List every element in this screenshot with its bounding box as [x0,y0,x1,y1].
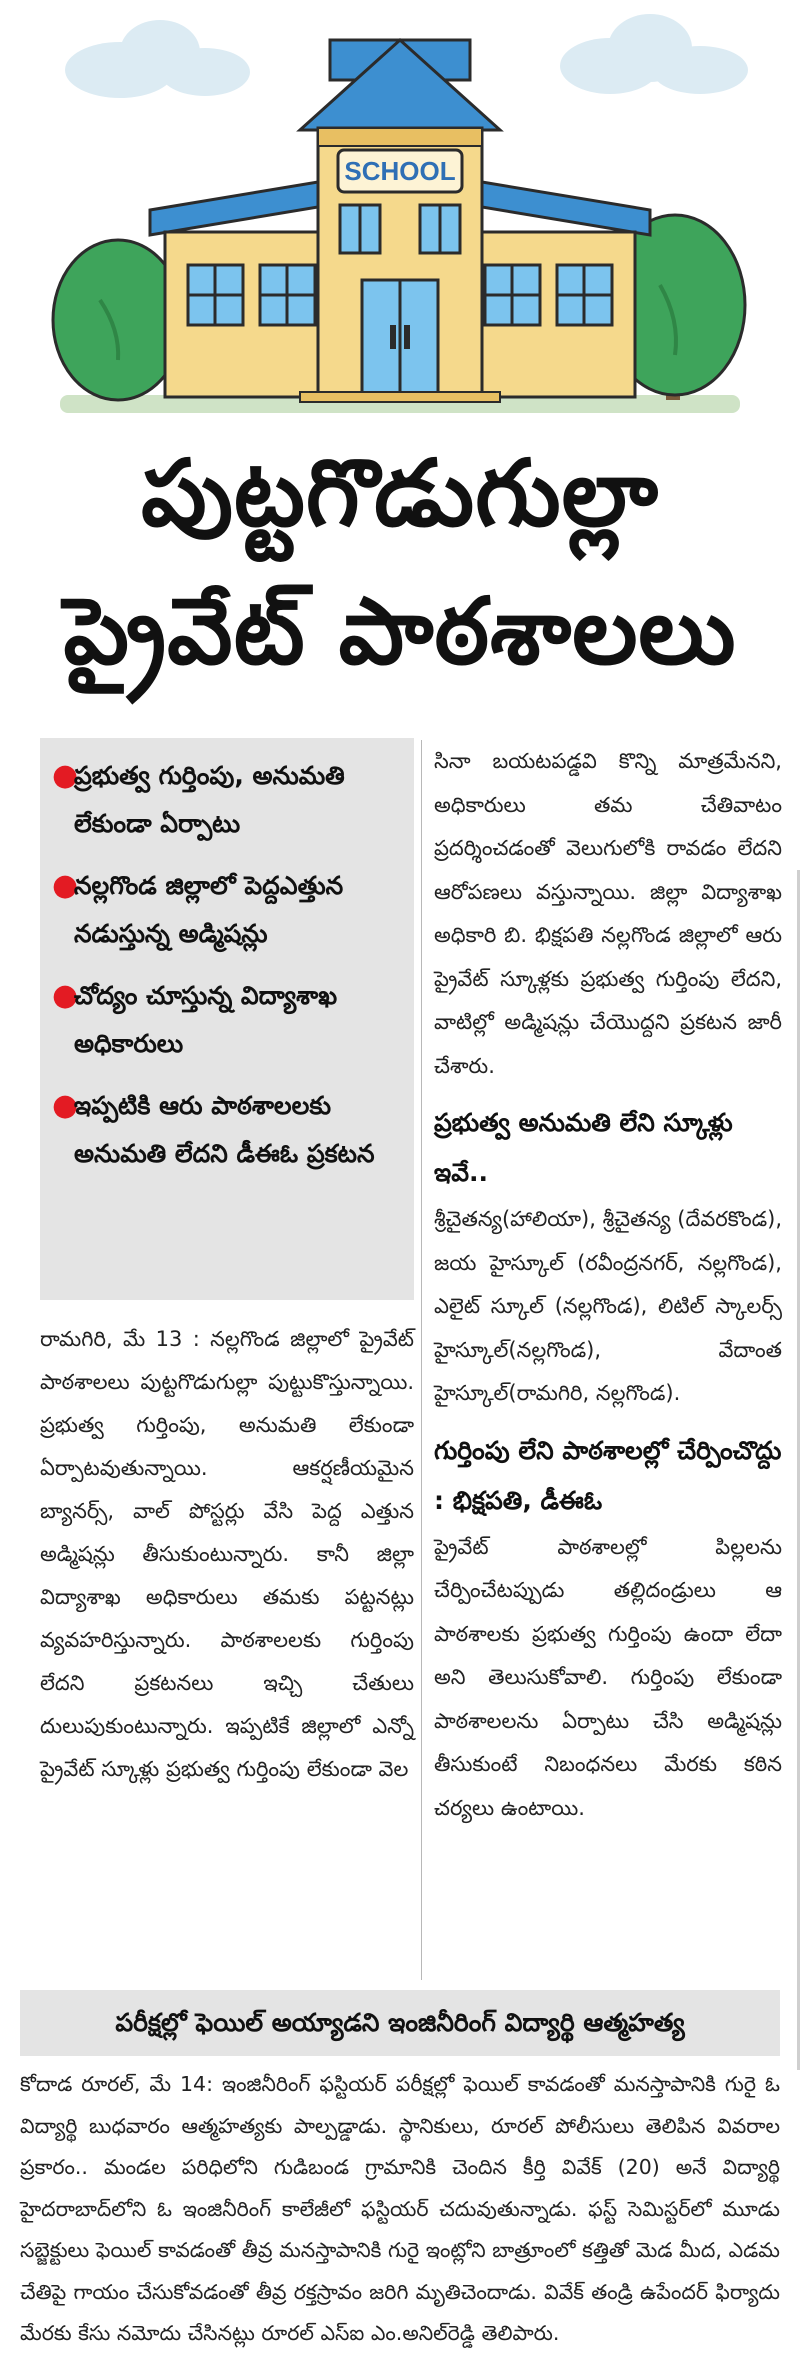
story2-paragraph: కోదాడ రూరల్, మే 14: ఇంజినీరింగ్ ఫస్టియర్ పరీక్షల్లో ఫెయిల్ కావడంతో మనస్తాపానికి గురై ఓ విద్యార్థి బుధవారం ఆత్మహత్యకు పాల్పడ్డాడు. స్థానికులు, రూరల్ పోలీసులు తెలిపిన వివరాల ప్రకారం.. మండల పరిధిలోని గుడిబండ గ్రామానికి చెందిన కీర్తి వివేక్ (20) అనే విద్యార్థి హైదరాబాద్‌లోని ఓ ఇంజినీరింగ్ కాలేజీలో ఫస్టియర్ చదువుతున్నాడు. ఫస్ట్ సెమిస్టర్‌లో మూడు సబ్జెక్టులు ఫెయిల్ కావడంతో తీవ్ర మనస్తాపానికి గురై ఇంట్లోని బాత్రూంలో కత్తితో మెడ మీద, ఎడమ చేతిపై గాయం చేసుకోవడంతో తీవ్ర రక్తస్రావం జరిగి మృతిచెందాడు. వివేక్ తండ్రి ఉపేందర్ ఫిర్యాదు మేరకు కేసు నమోదు చేసినట్లు రూరల్ ఎస్ఐ ఎం.అనిల్‌రెడ్డి తెలిపారు. [20,2072,780,2345]
bullet-icon: ● [52,868,79,903]
headline-line-2: ప్రైవేట్ పాఠశాలలు [63,578,737,685]
bullet-icon: ● [52,978,79,1013]
school-sign-text: SCHOOL [344,156,456,186]
article-paragraph: ప్రైవేట్ పాఠశాలల్లో పిల్లలను చేర్పించేటప్పుడు తల్లిదండ్రులు ఆ పాఠశాలకు ప్రభుత్వ గుర్తింపు ఉందా లేదా అని తెలుసుకోవాలి. గుర్తింపు లేకుండా పాఠశాలలను ఏర్పాటు చేసి అడ్మిషన్లు తీసుకుంటే నిబంధనలు మేరకు కఠిన చర్యలు ఉంటాయి. [434,1534,782,1820]
highlight-item [52,1082,404,1178]
highlight-item [52,862,404,958]
article-paragraph: రామగిరి, మే 13 : నల్లగొండ జిల్లాలో ప్రైవేట్ పాఠశాలలు పుట్టగొడుగుల్లా పుట్టుకొస్తున్నాయి. ప్రభుత్వ గుర్తింపు, అనుమతి లేకుండా ఏర్పాటవుతున్నాయి. ఆకర్షణీయమైన బ్యానర్స్, వాల్ పోస్టర్లు వేసి పెద్ద ఎత్తున అడ్మిషన్లు తీసుకుంటున్నారు. కానీ జిల్లా విద్యాశాఖ అధికారులు తమకు పట్టనట్లు వ్యవహరిస్తున్నారు. పాఠశాలలకు గుర్తింపు లేదని ప్రకటనలు ఇచ్చి చేతులు దులుపుకుంటున్నారు. ఇప్పటికే జిల్లాలో ఎన్నో ప్రైవేట్ స్కూళ్లు ప్రభుత్వ గుర్తింపు లేకుండా వెల [40,1327,414,1781]
school-main-building [300,40,500,402]
school-right-wing [470,180,650,397]
school-illustration [0,0,800,440]
article-left-column [40,1318,414,1791]
highlight-text: ఇప్పటికి ఆరు పాఠశాలలకు అనుమతి లేదని డీఈఓ ప్రకటన [74,1091,375,1168]
article-paragraph: సినా బయటపడ్డవి కొన్ని మాత్రమేనని, అధికారులు తమ చేతివాటం ప్రదర్శించడంతో వెలుగులోకి రావడం లేదని ఆరోపణలు వస్తున్నాయి. జిల్లా విద్యాశాఖ అధికారి బి. భిక్షపతి నల్లగొండ జిల్లాలో ఆరు ప్రైవేట్ స్కూళ్లకు ప్రభుత్వ గుర్తింపు లేదని, వాటిల్లో అడ్మిషన్లు చేయొద్దని ప్రకటన జారీ చేశారు. [434,749,782,1078]
bullet-icon: ● [52,758,79,793]
column-divider [421,740,422,1980]
cloud-left [65,20,250,98]
bullet-icon: ● [52,1088,79,1123]
article-right-column [434,740,782,1830]
headline-line-1: పుట్టగొడుగుల్లా [141,440,659,547]
highlight-text: చోద్యం చూస్తున్న విద్యాశాఖ అధికారులు [74,981,338,1058]
school-left-wing [150,180,330,397]
highlight-text: నల్లగొండ జిల్లాలో పెద్దఎత్తున నడుస్తున్న అడ్మిషన్లు [74,871,344,948]
school-list-paragraph: శ్రీచైతన్య(హాలియా), శ్రీచైతన్య (దేవరకొండ), జయ హైస్కూల్ (రవీంద్రనగర్, నల్లగొండ), ఎలైట్ స్కూల్ (నల్లగొండ), లిటిల్ స్కాలర్స్ హైస్కూల్(నల్లగొండ), వేదాంత హైస్కూల్(రామగిరి, నల్లగొండ). [434,1207,782,1405]
highlight-text: ప్రభుత్వ గుర్తింపు, అనుమతి లేకుండా ఏర్పాటు [74,761,345,838]
highlight-item [52,752,404,848]
subheading-deo-quote: గుర్తింపు లేని పాఠశాలల్లో చేర్పించొద్దు : భిక్షపతి, డీఈఓ [434,1435,782,1515]
highlights-box [40,738,414,1300]
story2-headline: పరీక్షల్లో ఫెయిల్ అయ్యాడని ఇంజినీరింగ్ విద్యార్థి ఆత్మహత్య [20,1990,780,2056]
cloud-right [560,14,748,94]
highlight-item [52,972,404,1068]
subheading-unapproved-schools: ప్రభుత్వ అనుమతి లేని స్కూళ్లు ఇవే.. [434,1108,733,1187]
story2-body [20,2064,780,2355]
